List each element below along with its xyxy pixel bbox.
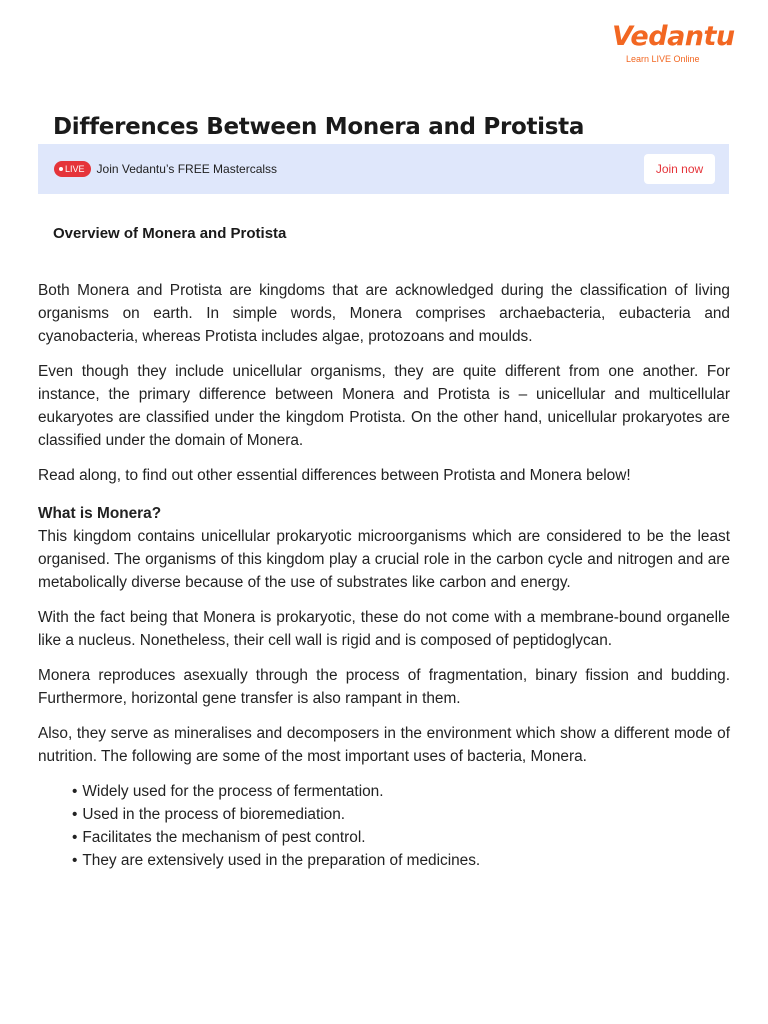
logo-wordmark: Vedantu [612, 21, 735, 52]
list-item: • They are extensively used in the preparation of medicines. [72, 849, 730, 872]
paragraph: Also, they serve as mineralises and decomposers in the environment which show a different mode of nutrition. The following are some of the most important uses of bacteria, Monera. [38, 725, 730, 765]
paragraph: This kingdom contains unicellular prokaryotic microorganisms which are considered to be the least organised. The organisms of this kingdom play a crucial role in the carbon cycle and nitrogen and are metabolically diverse because of the use of substrates like carbon and energy. [38, 528, 730, 591]
paragraph: Read along, to find out other essential differences between Protista and Monera below! [38, 467, 631, 484]
list-item: • Facilitates the mechanism of pest control. [72, 826, 730, 849]
paragraph: Monera reproduces asexually through the process of fragmentation, binary fission and budding. Furthermore, horizontal gene transfer is also rampant in them. [38, 667, 730, 707]
list-item: • Used in the process of bioremediation. [72, 803, 730, 826]
join-now-button[interactable]: Join now [644, 154, 715, 184]
masterclass-banner [38, 144, 729, 194]
article-body [38, 279, 730, 872]
list-item: • Widely used for the process of fermentation. [72, 780, 730, 803]
banner-text: Join Vedantu’s FREE Mastercalss [96, 162, 278, 176]
paragraph: With the fact being that Monera is prokaryotic, these do not come with a membrane-bound organelle like a nucleus. Nonetheless, their cell wall is rigid and is composed of peptidoglycan. [38, 609, 730, 649]
uses-list [72, 780, 730, 872]
page-title: Differences Between Monera and Protista [53, 114, 585, 140]
overview-heading: Overview of Monera and Protista [53, 225, 287, 242]
paragraph: Even though they include unicellular organisms, they are quite different from one another. For instance, the primary difference between Monera and Protista is – unicellular and multicellular eukaryotes are classified under the kingdom Protista. On the other hand, unicellular prokaryotes are classified under the domain of Monera. [38, 363, 730, 449]
paragraph: Both Monera and Protista are kingdoms that are acknowledged during the classification of living organisms on earth. In simple words, Monera comprises archaebacteria, eubacteria and cyanobacteria, whereas Protista includes algae, protozoans and moulds. [38, 282, 730, 345]
live-dot-icon [59, 167, 63, 171]
vedantu-logo [612, 21, 735, 64]
monera-heading: What is Monera? [38, 505, 162, 522]
logo-tagline: Learn LIVE Online [626, 54, 700, 64]
live-badge [54, 161, 91, 177]
live-label: LIVE [65, 164, 85, 174]
